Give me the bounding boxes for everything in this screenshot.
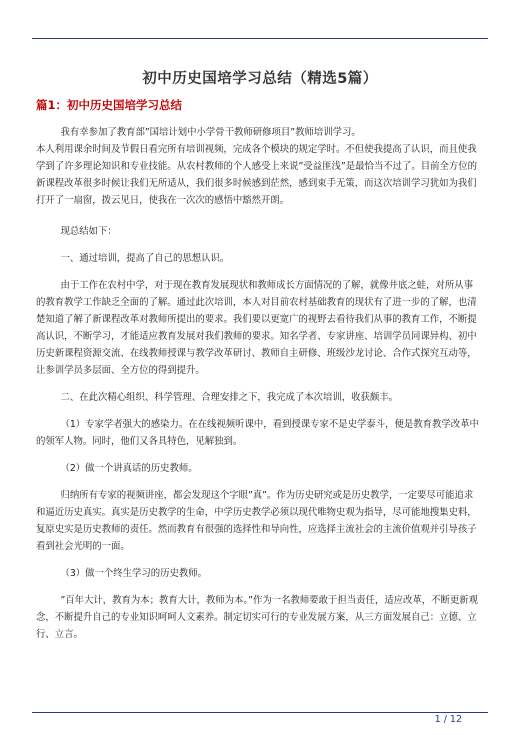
footer-rule [32, 712, 488, 713]
paragraph-sub-2: 归纳所有专家的视频讲座，都会发现这个字眼”真”。作为历史研究或是历史教学，一定要尽可能追求和逼近历史真实。真实是历史教学的生命，中学历史教学必须以现代唯物史观为指导，尽可能地搜集史料，复原史实是历史教师的责任。然而教育有很强的选择性和导向性，应选择主流社会的主流价值观并引导孩子看到社会光明的一面。 [36, 490, 477, 552]
paragraph-intro: 我有幸参加了教育部”国培计划中小学骨干教师研修项目”教师培训学习。 [60, 127, 361, 138]
heading-point-2: 二、在此次精心组织、科学管理、合理安排之下，我完成了本次培训，收获颇丰。 [60, 392, 398, 403]
document-title: 初中历史国培学习总结（精选5篇） [142, 71, 378, 87]
page-number: 1 / 12 [434, 714, 462, 725]
paragraph-summary-lead: 现总结如下： [60, 226, 117, 237]
paragraph-study: 本人利用课余时间及节假日看完所有培训视频，完成各个模块的规定学时。不但使我提高了认识，而且使我学到了许多理论知识和专业技能。从农村教师的个人感受上来说”受益匪浅”是最恰当不过了。目前全方位的新课程改革很多时候让我们无所适从，我们很多时候感到茫然，感到束手无策，而这次培训学习犹如为我们打开了一扇窗，拨云见日，使我在一次次的感悟中豁然开朗。 [36, 144, 477, 206]
heading-sub-2: （2）做一个讲真话的历史教师。 [60, 463, 198, 474]
paragraph-sub-3: ”百年大计，教育为本；教育大计，教师为本。”作为一名教师要敢于担当责任，适应改革，不断更新观念，不断提升自己的专业知识呵呵人文素养。制定切实可行的专业发展方案，从三方面发展自己：立德、立行、立言。 [36, 595, 478, 640]
paragraph-point-1: 由于工作在农村中学，对于现在教育发展现状和教师成长方面情况的了解，就像井底之蛙，对所从事的教育教学工作缺乏全面的了解。通过此次培训，本人对目前农村基础教育的现状有了进一步的了解，也清楚知道了解了新课程改革对教师所提出的要求。我们要以更宽广的视野去看待我们从事的教育工作，不断提高认识，不断学习，才能适应教育发展对我们教师的要求。知名学者、专家讲座、培训学员同课异构、初中历史新课程资源交流、在线教师授课与教学改革研讨、教师自主研修、班级沙龙讨论、合作式探究互动等，让参训学员多层面、全方位的得到提升。 [36, 280, 477, 376]
paragraph-sub-1: （1）专家学者强大的感染力。在在线视频听课中，看到授课专家不是史学泰斗，便是教育教学改革中的领军人物。同时，他们又各具特色，见解独到。 [36, 419, 479, 447]
header-rule [32, 38, 488, 39]
heading-sub-3: （3）做一个终生学习的历史教师。 [60, 568, 208, 579]
section-heading: 篇1：初中历史国培学习总结 [36, 98, 183, 112]
document-body [36, 124, 482, 643]
heading-point-1: 一、通过培训，提高了自己的思想认识。 [60, 253, 230, 264]
